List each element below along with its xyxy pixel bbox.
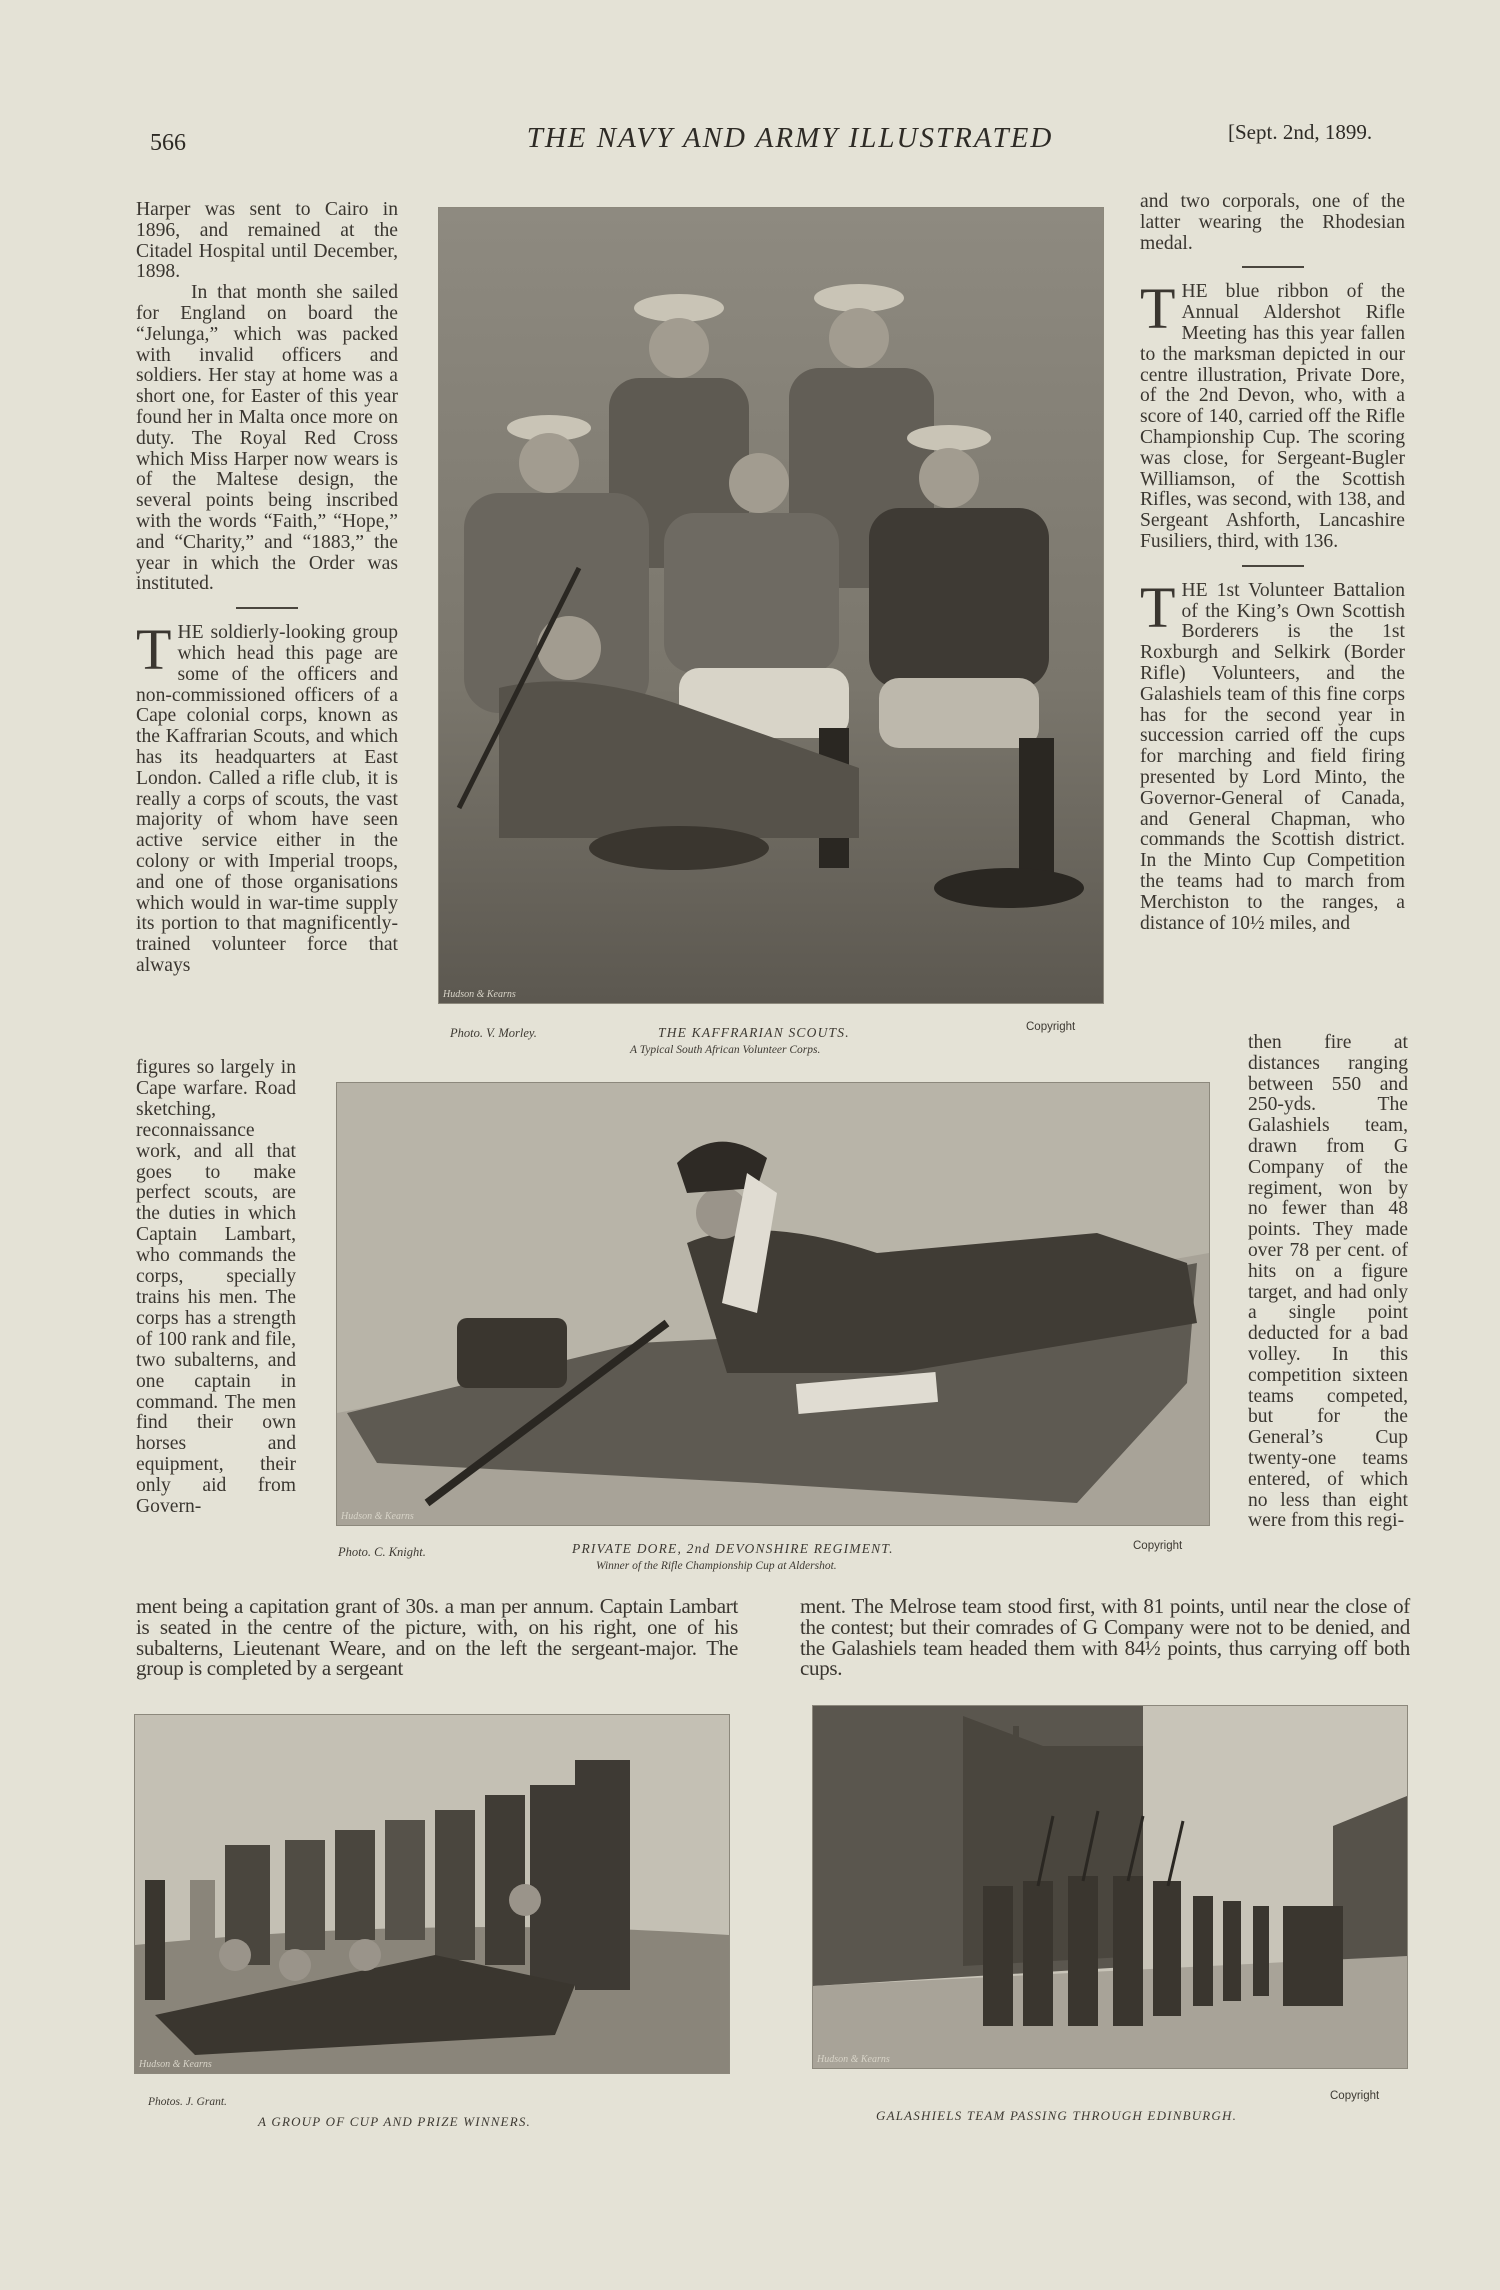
paragraph: figures so largely in Cape warfare. Road sketching, reconnaissance work, and all that goes to make perfect scouts, are the duties in which Captain Lambart, who commands the corps, specially trains his men. The corps has a strength of 100 rank and file, two subalterns, and one captain in command. The men find their own horses and equipment, their only aid from Govern- xyxy=(136,1057,296,1518)
marksman-image xyxy=(337,1083,1209,1525)
issue-date: [Sept. 2nd, 1899. xyxy=(1228,120,1373,144)
paragraph xyxy=(1140,574,1405,935)
bottom-left-text xyxy=(136,1596,738,1679)
copyright-label: Copyright xyxy=(1026,1021,1076,1033)
drop-cap: T xyxy=(1140,276,1176,342)
left-column-narrow xyxy=(136,1058,296,1518)
street-march-image xyxy=(813,1706,1407,2068)
paragraph-text: HE blue ribbon of the Annual Aldershot Rifle Meeting has this year fallen to the marksman depicted in our centre illustration, Private Dore, of the 2nd Devon, who, with a score of 140, carried off the Rifle Championship Cup. The scoring was close, for Sergeant-Bugler Williamson, of the Scottish Rifles, was second, with 138, and Sergeant Ashforth, Lancashire Fusiliers, third, with 136. xyxy=(1140,281,1405,552)
copyright-label: Copyright xyxy=(1330,2090,1380,2102)
group-outdoor-image xyxy=(135,1715,729,2073)
studio-stamp: Hudson & Kearns xyxy=(817,2054,890,2065)
paragraph: Harper was sent to Cairo in 1896, and remained at the Citadel Hospital until December, 1898. xyxy=(136,199,398,283)
studio-stamp: Hudson & Kearns xyxy=(341,1511,414,1522)
photo-subtitle: A Typical South African Volunteer Corps. xyxy=(630,1044,821,1056)
photo-title: THE KAFFRARIAN SCOUTS. xyxy=(658,1025,850,1040)
studio-stamp: Hudson & Kearns xyxy=(443,989,516,1000)
photo-galashiels-team xyxy=(812,1705,1408,2069)
photo-cup-prize-winners xyxy=(134,1714,730,2074)
paragraph: then fire at distances ranging between 550 and 250-yds. The Galashiels team, drawn from G Company of the regiment, won by no fewer than 48 points. They made over 78 per cent. of hits on a figure target, and had only a single point deducted for a bad volley. In this competition sixteen teams competed, but for the General’s Cup twenty-one teams entered, of which no less than eight were from this regi- xyxy=(1248,1032,1408,1532)
masthead-title: THE NAVY AND ARMY ILLUSTRATED xyxy=(526,122,1054,154)
group-portrait-image xyxy=(439,208,1103,1003)
paragraph-text: HE 1st Volunteer Battalion of the King’s Own Scottish Borderers is the 1st Roxburgh and Selkirk (Border Rifle) Volunteers, and the Galashiels team of this fine corps has for the second year in succession carried off the cups for marching and field firing presented by Lord Minto, the Governor-General of Canada, and General Chapman, who commands the Scottish district. In the Minto Cup Competition the teams had to march from Merchiston to the ranges, a distance of 10½ miles, and xyxy=(1140,579,1405,934)
right-column xyxy=(1140,192,1405,934)
drop-cap: T xyxy=(136,617,172,683)
photo-title: A GROUP OF CUP AND PRIZE WINNERS. xyxy=(258,2114,531,2129)
photo-kaffrarian-scouts xyxy=(438,207,1104,1004)
paragraph: ment. The Melrose team stood first, with 81 points, until near the close of the contest; but their comrades of G Company were not to be denied, and the Galashiels team headed them with 84½ points, thus carrying off both cups. xyxy=(800,1594,1410,1681)
photo-credit: Photos. J. Grant. xyxy=(148,2096,227,2108)
page-number: 566 xyxy=(150,130,186,156)
paragraph: In that month she sailed for England on board the “Jelunga,” which was packed with invalid officers and soldiers. Her stay at home was a short one, for Easter of this year found her in Malta once more on duty. The Royal Red Cross which Miss Harper now wears is of the Maltese design, the several points being inscribed with the words “Faith,” “Hope,” and “Charity,” and “1883,” the year in which the Order was instituted. xyxy=(136,282,398,595)
photo-credit: Photo. V. Morley. xyxy=(450,1026,537,1040)
paragraph-text: HE soldierly-looking group which head this page are some of the officers and non-commissioned officers of a Cape colonial corps, known as the Kaffrarian Scouts, and which has its headquarters at East London. Called a rifle club, it is really a corps of scouts, the vast majority of whom have seen active service either in the colony or with Imperial troops, and one of those organisations which would in war-time supply its portion to that magnificently-trained volunteer force that always xyxy=(136,622,398,976)
paragraph xyxy=(136,617,398,977)
photo-private-dore xyxy=(336,1082,1210,1526)
photo-title: GALASHIELS TEAM PASSING THROUGH EDINBURGH. xyxy=(876,2108,1238,2123)
section-divider xyxy=(1242,266,1304,268)
studio-stamp: Hudson & Kearns xyxy=(139,2059,212,2070)
section-divider xyxy=(1242,565,1304,567)
photo-title: PRIVATE DORE, 2nd DEVONSHIRE REGIMENT. xyxy=(572,1541,894,1556)
section-divider xyxy=(236,607,298,609)
bottom-right-text xyxy=(800,1596,1410,1679)
right-column-narrow xyxy=(1248,1033,1408,1532)
photo-credit: Photo. C. Knight. xyxy=(338,1545,426,1559)
paragraph: ment being a capitation grant of 30s. a man per annum. Captain Lambart is seated in the centre of the picture, with, on his right, one of his subalterns, Lieutenant Weare, and on the left the sergeant-major. The group is completed by a sergeant xyxy=(136,1594,738,1681)
paragraph xyxy=(1140,276,1405,552)
copyright-label: Copyright xyxy=(1133,1540,1183,1552)
drop-cap: T xyxy=(1140,574,1176,640)
paragraph: and two corporals, one of the latter wearing the Rhodesian medal. xyxy=(1140,191,1405,254)
left-column xyxy=(136,200,398,977)
photo-subtitle: Winner of the Rifle Championship Cup at Aldershot. xyxy=(596,1560,837,1572)
